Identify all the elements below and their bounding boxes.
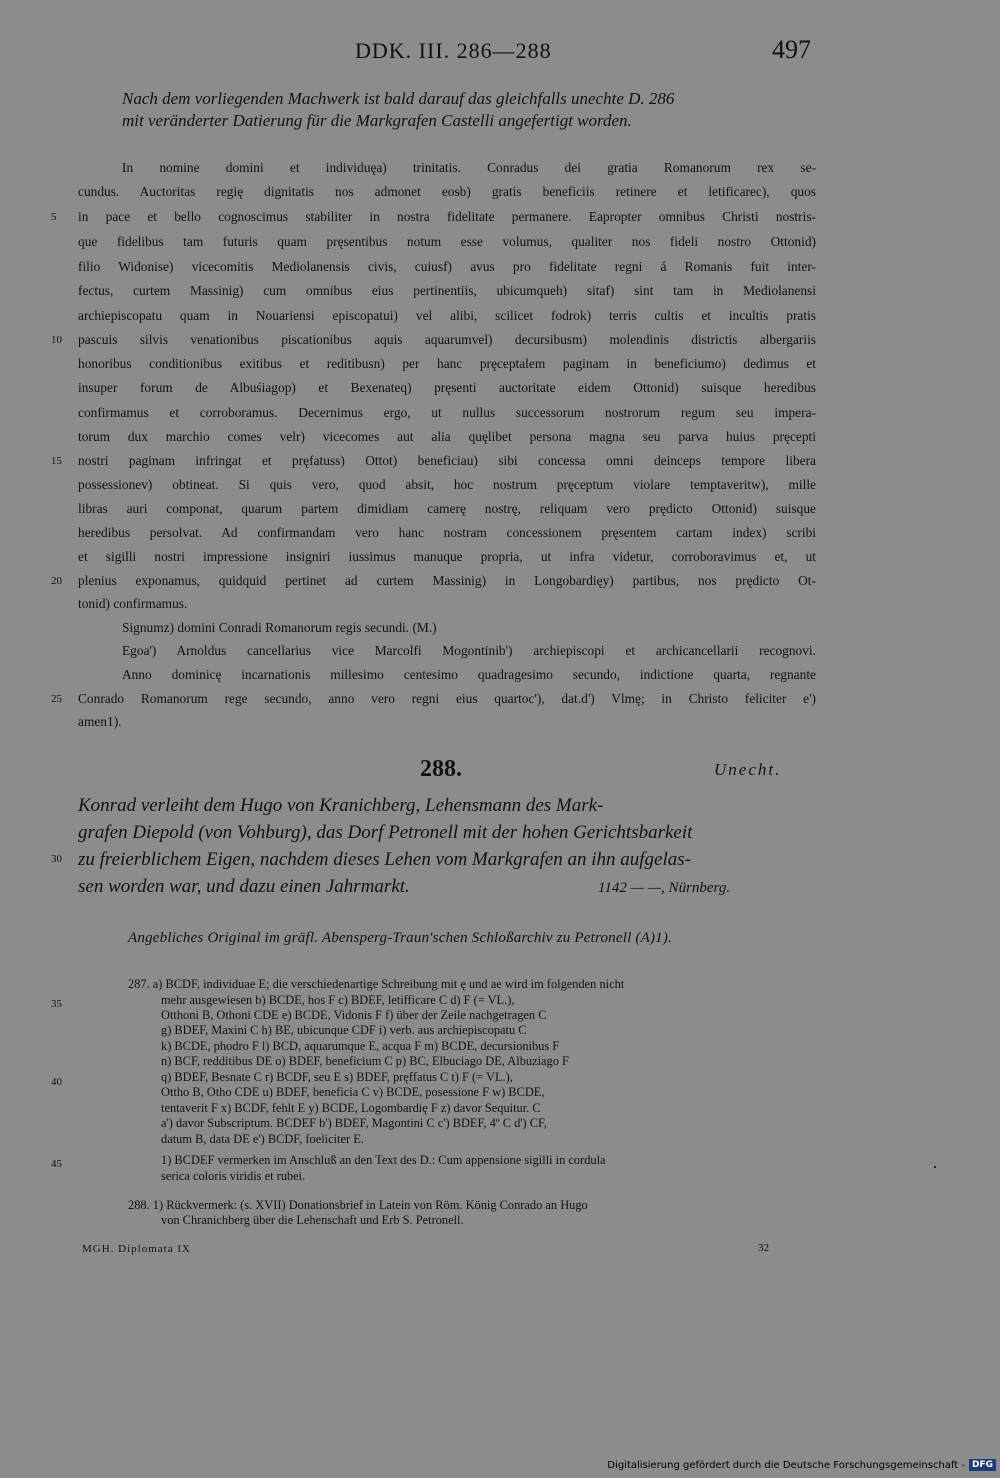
footnote-line: 288. 1) Rückvermerk: (s. XVII) Donationsbrief in Latein von Röm. König Conrado an Hugo <box>128 1198 588 1212</box>
text-line: amen1). <box>78 714 122 729</box>
running-header: DDK. III. 286—288 <box>355 38 552 63</box>
footer-signature: 32 <box>758 1242 769 1254</box>
line-number: 20 <box>51 575 62 587</box>
text-line: filio Widonise) vicecomitis Mediolanensis civis, cuiusf) avus pro fidelitate regni á Romanis fuit inter- <box>78 259 816 274</box>
text-line: heredibus persolvat. Ad confirmandam vero hanc nostram concessionem pręsentem cartam index) scribi <box>78 525 816 540</box>
text-line: pascuis silvis venationibus piscationibus aquis aquarumvel) decursibusm) molendinis districtis albergariis <box>78 332 816 347</box>
tradition-note: Angebliches Original im gräfl. Abensperg-Traun'schen Schloßarchiv zu Petronell (A)1). <box>128 930 673 946</box>
text-line: nostri paginam infringat et pręfatuss) Ottot) beneficiau) sibi concessa omni deinceps tempore libera <box>78 453 816 468</box>
regest-line: zu freierblichem Eigen, nachdem dieses Lehen vom Markgrafen an ihn aufgelas- <box>78 849 691 870</box>
text-line: possessionev) obtineat. Si quis vero, quod absit, hoc nostrum pręceptum violare temptaveritw), mille <box>78 477 816 492</box>
text-line: In nomine domini et individuęa) trinitatis. Conradus dei gratia Romanorum rex se- <box>122 160 816 175</box>
footnote-line: mehr ausgewiesen b) BCDE, hos F c) BDEF, letifficare C d) F (= VL.), <box>161 993 515 1007</box>
intro-note <box>122 88 822 132</box>
footnote-line: Otthoni B, Othoni CDE e) BCDE, Vidonis F f) über der Zeile nachgetragen C <box>161 1008 547 1022</box>
text-line: archiepiscopatu quam in Nouariensi episcopatui) vel alibi, scilicet fodrok) terris cultis et incultis pratis <box>78 308 816 323</box>
text-line: Egoa') Arnoldus cancellarius vice Marcolfi Mogontinib') archiepiscopi et archicancellarii recognovi. <box>122 643 816 658</box>
footnote-line: q) BDEF, Besnate C r) BCDF, seu E s) BDEF, pręffatus C t) F (= VL.), <box>161 1070 513 1084</box>
text-line: et sigilli nostri impressione insigniri iussimus manuque propria, ut infra videtur, corroboravimus et, ut <box>78 549 816 564</box>
speck-mark <box>934 1166 936 1168</box>
footnote-line: g) BDEF, Maxini C h) BE, ubicunque CDF i) verb. aus archiepiscopatu C <box>161 1023 527 1037</box>
text-line: tonid) confirmamus. <box>78 596 188 611</box>
dfg-funding-bar <box>607 1459 996 1471</box>
text-line: Signumz) domini Conradi Romanorum regis secundi. (M.) <box>122 620 437 635</box>
footnote-line: serica coloris viridis et rubei. <box>161 1169 306 1183</box>
footnote-line: n) BCF, redditibus DE o) BDEF, beneficium C p) BC, Elbuciago DE, Albuziago F <box>161 1054 569 1068</box>
text-line: libras auri componat, quarum partem dimidiam camerę nostrę, reliquam vero prędicto Ottonid) suisque <box>78 501 816 516</box>
line-number: 45 <box>51 1158 62 1170</box>
footnote-line: tentaverit F x) BCDF, fehlt E y) BCDE, Logombardię F z) davor Sequitur. C <box>161 1101 541 1115</box>
line-number: 25 <box>51 693 62 705</box>
text-line: que fidelibus tam futuris quam pręsentibus notum esse volumus, qualiter nos fideli nostro Ottonid) <box>78 234 816 249</box>
dfg-funding-text: Digitalisierung gefördert durch die Deutsche Forschungsgemeinschaft - <box>607 1459 965 1471</box>
footnote-line: datum B, data DE e') BCDF, foeliciter E. <box>161 1132 364 1146</box>
page-number: 497 <box>772 35 811 64</box>
line-number: 5 <box>51 211 57 223</box>
footnote-line: a') davor Subscriptum. BCDEF b') BDEF, Magontini C c') BDEF, 4º C d') CF, <box>161 1116 547 1130</box>
line-number: 30 <box>51 853 62 865</box>
intro-line: mit veränderter Datierung für die Markgrafen Castelli angefertigt worden. <box>122 111 632 130</box>
line-number: 35 <box>51 998 62 1010</box>
text-line: honoribus conditionibus exitibus et reditibusn) per hanc pręceptalem paginam in beneficiumo) dedimus et <box>78 356 816 371</box>
document-status: Unecht. <box>714 760 782 779</box>
line-number: 10 <box>51 334 62 346</box>
intro-line: Nach dem vorliegenden Machwerk ist bald darauf das gleichfalls unechte D. 286 <box>122 89 675 108</box>
text-line: cundus. Auctoritas regię dignitatis nos admonet eosb) gratis beneficiis retinere et letificarec), quos <box>78 184 816 199</box>
text-line: Conrado Romanorum rege secundo, anno vero regni eius quartoc'), dat.d') Vlmę; in Christo feliciter e') <box>78 691 816 706</box>
text-line: Anno dominicę incarnationis millesimo centesimo quadragesimo secundo, indictione quarta, regnante <box>122 667 816 682</box>
regest-line: grafen Diepold (von Vohburg), das Dorf Petronell mit der hohen Gerichtsbarkeit <box>78 822 693 843</box>
footer-series: MGH. Diplomata IX <box>82 1243 191 1255</box>
footnote-line: k) BCDE, phodro F l) BCD, aquarumque E, acqua F m) BCDE, decursionibus F <box>161 1039 560 1053</box>
text-line: insuper forum de Albuśiagop) et Bexenateq) pręsenti auctoritate eidem Ottonid) suisque heredibus <box>78 380 816 395</box>
text-line: fectus, curtem Massinig) cum omnibus eius pertinentiis, ubicumqueh) sitaf) sint tam in Mediolanensi <box>78 283 816 298</box>
text-line: in pace et bello cognoscimus stabiliter in nostra fidelitate permanere. Eapropter omnibus Christi nostris- <box>78 209 816 224</box>
footnote-line: 1) BCDEF vermerken im Anschluß an den Text des D.: Cum appensione sigilli in cordula <box>161 1153 606 1167</box>
text-line: plenius exponamus, quidquid pertinet ad curtem Massinig) in Longobardięy) partibus, nos prędicto Ot- <box>78 573 816 588</box>
text-line: confirmamus et corroboramus. Decernimus ergo, ut nullus successorum nostrorum regum seu impera- <box>78 405 816 420</box>
footnote-line: 287. a) BCDF, individuae E; die verschiedenartige Schreibung mit ę und ae wird im folgenden nicht <box>128 977 625 991</box>
text-line: torum dux marchio comes velr) vicecomes aut alia quęlibet persona magna seu parva huius pręcepti <box>78 429 816 444</box>
regest-line: sen worden war, und dazu einen Jahrmarkt. <box>78 876 410 897</box>
document-number: 288. <box>420 756 462 782</box>
footnote-line: Ottho B, Otho CDE u) BDEF, beneficia C v) BCDE, posessione F w) BCDE, <box>161 1085 545 1099</box>
regest-line: Konrad verleiht dem Hugo von Kranichberg, Lehensmann des Mark- <box>78 795 604 816</box>
footnote-line: von Chranichberg über die Lehenschaft und Erb S. Petronell. <box>161 1213 464 1227</box>
document-date: 1142 — —, Nürnberg. <box>598 880 731 896</box>
line-number: 15 <box>51 455 62 467</box>
dfg-logo: DFG <box>969 1459 996 1471</box>
line-number: 40 <box>51 1076 62 1088</box>
